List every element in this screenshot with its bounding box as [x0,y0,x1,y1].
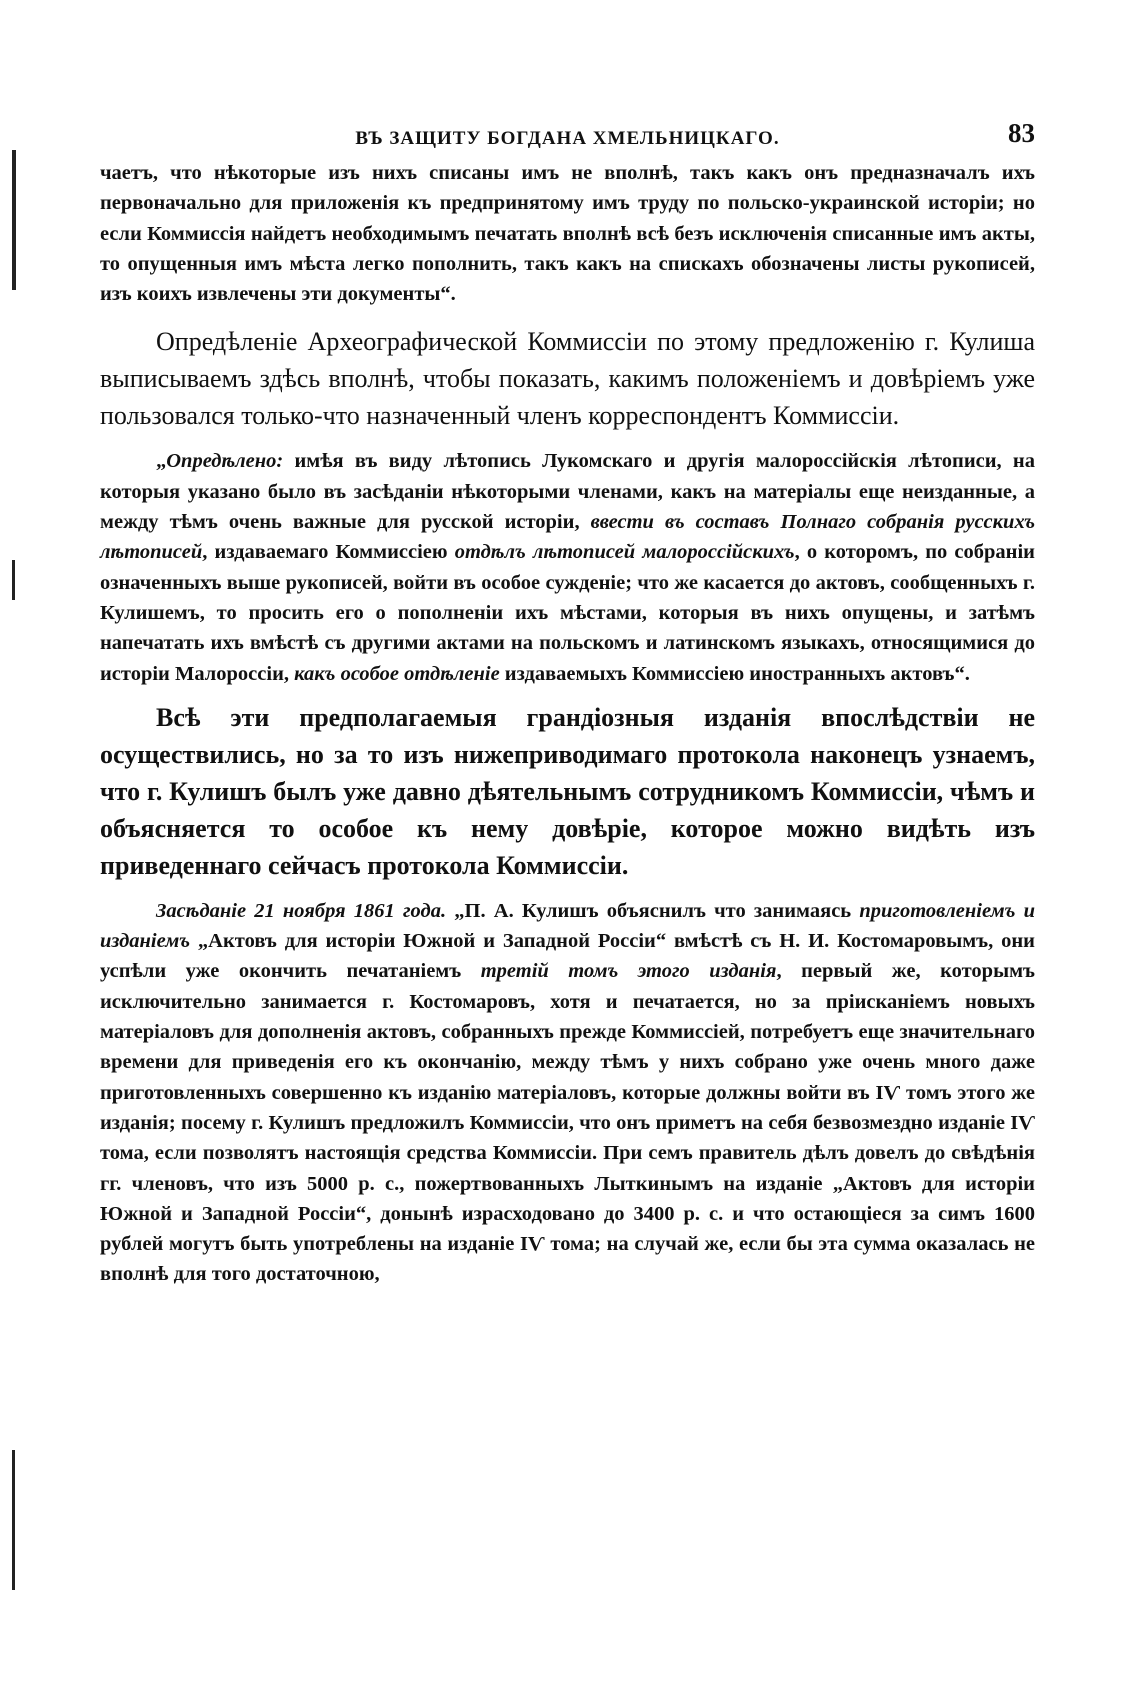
italic-run: третій томъ этого изданія [480,960,777,983]
paragraph-4: Всѣ эти предполагаемыя грандіозныя изданія впослѣдствіи не осуществились, но за то изъ нижеприводимаго протокола наконецъ узнаемъ, что г. Кулишъ былъ уже давно дѣятельнымъ сотрудникомъ Коммиссіи, чѣмъ и объясняется то особое къ нему довѣріе, которое можно видѣть изъ приведеннаго сейчасъ протокола Коммиссіи. [100,702,1035,880]
page-number: 83 [1008,118,1035,148]
binding-edge [12,560,15,600]
session-date: Засѣданіе 21 ноября 1861 года. [156,899,447,922]
text-run: имѣя въ виду лѣтопись Лукомскаго и другія малороссійскія лѣтописи, на которыя указано было въ засѣданіи нѣкоторыми членами, какъ на матеріалы еще неизданные, а между тѣмъ очень важные для русской исторіи, [100,450,1035,534]
italic-run: отдѣлъ лѣтописей малороссійскихъ [454,541,795,564]
text-run: , первый же, которымъ исключительно занимается г. Костомаровъ, хотя и печатается, но за пріисканіемъ новыхъ матеріаловъ для дополненія актовъ, собранныхъ прежде Коммиссіей, потребуетъ еще значительнаго времени для приведенія его къ окончанію, между тѣмъ у нихъ собрано уже очень много даже приготовленныхъ совершенно къ изданію матеріаловъ, которые должны войти въ IѴ томъ этого же изданія; посему г. Кулишъ предложилъ Коммиссіи, что онъ приметъ на себя безвозмездно изданіе IѴ тома, если позволятъ настоящія средства Коммиссіи. При семъ правитель дѣлъ довелъ до свѣдѣнія гг. членовъ, что изъ 5000 р. с., пожертвованныхъ Лыткинымъ на изданіе „Актовъ для исторіи Южной и Западной Россіи“, донынѣ израсходовано до 3400 р. с. и что остающіеся за симъ 1600 рублей могутъ быть употреблены на изданіе IѴ тома; на случай же, если бы эта сумма оказалась не вполнѣ для того достаточною, [100,960,1035,1286]
running-header [100,118,1035,158]
paragraph-3-quote [100,446,1035,688]
text-run: „Актовъ для исторіи Южной и Западной Россіи“ вмѣстѣ съ Н. И. Костомаровымъ, они успѣли уже окончить печатаніемъ [100,930,1035,983]
text-run: , о которомъ, по собраніи означенныхъ выше рукописей, войти въ особое сужденіе; что же касается до актовъ, сообщенныхъ г. Кулишемъ, то просить его о пополненіи ихъ мѣстами, которыя въ нихъ опущены, и затѣмъ напечатать ихъ вмѣстѣ съ другими актами на польскомъ и латинскомъ языкахъ, относящимися до исторіи Малороссіи, [100,541,1035,685]
paragraph-5-protocol [100,896,1035,1290]
quote-open: „ [156,450,167,473]
paragraph-2: Опредѣленіе Археографической Коммиссіи по этому предложенію г. Кулиша выписываемъ здѣсь вполнѣ, чтобы показать, какимъ положеніемъ и довѣріемъ уже пользовался только-что назначенный членъ корреспондентъ Коммиссіи. [100,327,1035,431]
italic-run: ввести въ составъ Полнаго собранія русскихъ лѣтописей [100,511,1035,564]
binding-edge [12,150,16,290]
page [100,118,1035,1290]
paragraph-1: чаетъ, что нѣкоторые изъ нихъ списаны имъ не вполнѣ, такъ какъ онъ предназначалъ ихъ первоначально для приложенія къ предпринятому имъ труду по польско-украинской исторіи; но если Коммиссія найдетъ необходимымъ печатать вполнѣ всѣ безъ исключенія списанные имъ акты, то опущенныя имъ мѣста легко пополнить, такъ какъ на спискахъ обозначены листы рукописей, изъ коихъ извлечены эти документы“. [100,162,1035,306]
text-run: издаваемыхъ Коммиссіею иностранныхъ актовъ“. [499,662,970,685]
text-run: , издаваемаго Коммиссіею [202,541,455,564]
italic-run: приготовленіемъ и изданіемъ [100,899,1035,953]
resolution-label: Опредѣлено: [166,450,284,473]
binding-edge [12,1450,15,1590]
italic-run: какъ особое отдѣленіе [294,662,500,685]
running-title: ВЪ ЗАЩИТУ БОГДАНА ХМЕЛЬНИЦКАГО. [355,128,780,149]
text-run: „П. А. Кулишъ объяснилъ что занимаясь [446,899,860,922]
